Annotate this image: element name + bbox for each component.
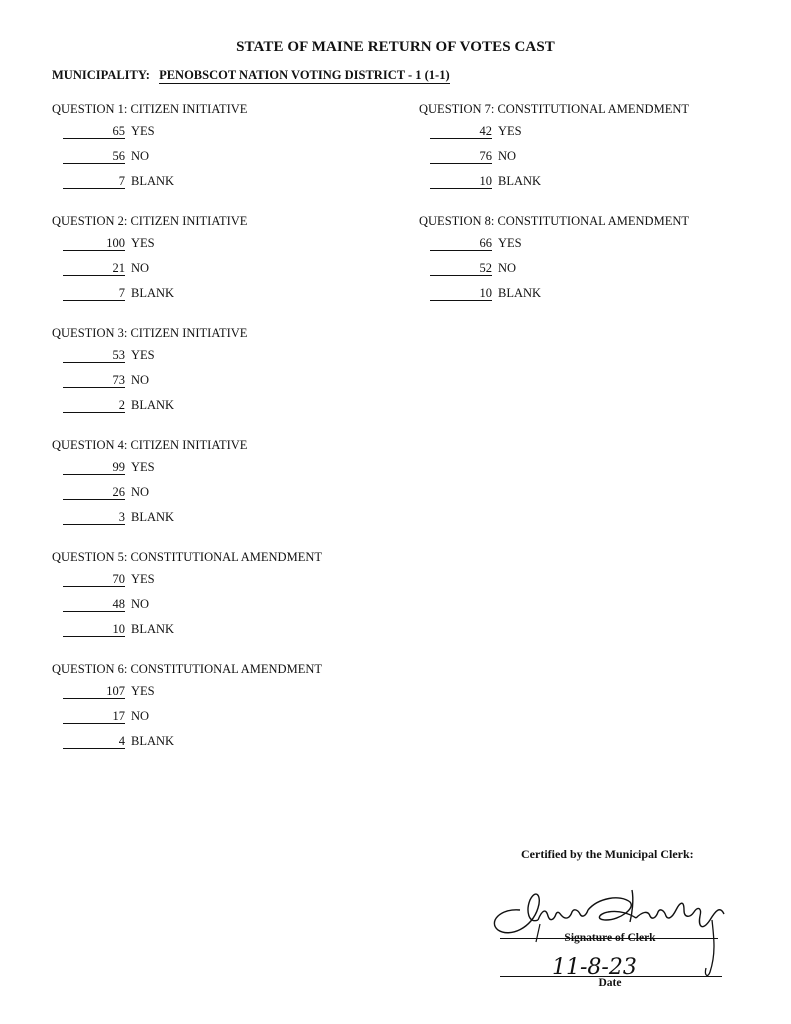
- municipality-line: [52, 68, 450, 83]
- yes-count: 100: [63, 236, 125, 251]
- yes-row: [419, 118, 739, 143]
- signature-label: Signature of Clerk: [564, 932, 656, 944]
- blank-label: BLANK: [131, 510, 175, 524]
- blank-row: [52, 616, 372, 641]
- blank-row: [419, 168, 739, 193]
- date-label: Date: [598, 977, 622, 989]
- yes-row: [52, 118, 372, 143]
- no-label: NO: [131, 373, 150, 387]
- yes-label: YES: [131, 572, 155, 586]
- yes-row: [52, 342, 372, 367]
- yes-label: YES: [498, 236, 522, 250]
- blank-label: BLANK: [131, 174, 175, 188]
- blank-count: 7: [63, 286, 125, 301]
- blank-label: BLANK: [131, 622, 175, 636]
- blank-row: [52, 504, 372, 529]
- no-count: 26: [63, 485, 125, 500]
- yes-row: [52, 678, 372, 703]
- question-title: QUESTION 7: CONSTITUTIONAL AMENDMENT: [419, 102, 690, 116]
- blank-count: 7: [63, 174, 125, 189]
- yes-count: 66: [430, 236, 492, 251]
- blank-label: BLANK: [131, 286, 175, 300]
- yes-label: YES: [131, 236, 155, 250]
- question-5: [52, 548, 372, 641]
- question-6: [52, 660, 372, 753]
- yes-count: 107: [63, 684, 125, 699]
- question-8: [419, 212, 739, 305]
- question-title: QUESTION 5: CONSTITUTIONAL AMENDMENT: [52, 550, 323, 564]
- no-row: [52, 367, 372, 392]
- no-row: [52, 703, 372, 728]
- blank-row: [52, 728, 372, 753]
- no-count: 21: [63, 261, 125, 276]
- no-label: NO: [131, 485, 150, 499]
- no-label: NO: [131, 149, 150, 163]
- no-count: 76: [430, 149, 492, 164]
- no-label: NO: [131, 597, 150, 611]
- yes-count: 70: [63, 572, 125, 587]
- no-label: NO: [131, 261, 150, 275]
- question-title: QUESTION 2: CITIZEN INITIATIVE: [52, 214, 248, 228]
- question-7: [419, 100, 739, 193]
- question-title: QUESTION 1: CITIZEN INITIATIVE: [52, 102, 248, 116]
- question-4: [52, 436, 372, 529]
- question-title: QUESTION 3: CITIZEN INITIATIVE: [52, 326, 248, 340]
- certification-heading: Certified by the Municipal Clerk:: [521, 847, 694, 861]
- blank-count: 10: [430, 286, 492, 301]
- yes-label: YES: [131, 684, 155, 698]
- blank-count: 4: [63, 734, 125, 749]
- no-row: [52, 479, 372, 504]
- signature-block: [480, 880, 740, 1000]
- no-count: 52: [430, 261, 492, 276]
- yes-row: [52, 454, 372, 479]
- document-title: STATE OF MAINE RETURN OF VOTES CAST: [236, 39, 555, 55]
- no-row: [52, 143, 372, 168]
- yes-count: 99: [63, 460, 125, 475]
- svg-text:11-8-23: 11-8-23: [552, 955, 637, 980]
- yes-label: YES: [131, 460, 155, 474]
- municipality-label: MUNICIPALITY:: [52, 68, 150, 82]
- no-row: [52, 255, 372, 280]
- no-label: NO: [131, 709, 150, 723]
- blank-row: [52, 168, 372, 193]
- no-row: [419, 255, 739, 280]
- blank-row: [52, 392, 372, 417]
- blank-label: BLANK: [498, 286, 542, 300]
- question-title: QUESTION 4: CITIZEN INITIATIVE: [52, 438, 248, 452]
- yes-row: [419, 230, 739, 255]
- yes-count: 53: [63, 348, 125, 363]
- blank-count: 2: [63, 398, 125, 413]
- no-count: 73: [63, 373, 125, 388]
- question-title: QUESTION 6: CONSTITUTIONAL AMENDMENT: [52, 662, 323, 676]
- blank-label: BLANK: [131, 398, 175, 412]
- blank-row: [52, 280, 372, 305]
- blank-count: 3: [63, 510, 125, 525]
- question-3: [52, 324, 372, 417]
- no-label: NO: [498, 261, 517, 275]
- blank-count: 10: [430, 174, 492, 189]
- blank-label: BLANK: [131, 734, 175, 748]
- question-1: [52, 100, 372, 193]
- no-count: 48: [63, 597, 125, 612]
- yes-row: [52, 230, 372, 255]
- blank-count: 10: [63, 622, 125, 637]
- yes-count: 65: [63, 124, 125, 139]
- question-title: QUESTION 8: CONSTITUTIONAL AMENDMENT: [419, 214, 690, 228]
- no-row: [419, 143, 739, 168]
- yes-row: [52, 566, 372, 591]
- yes-label: YES: [498, 124, 522, 138]
- no-count: 17: [63, 709, 125, 724]
- no-count: 56: [63, 149, 125, 164]
- yes-label: YES: [131, 124, 155, 138]
- blank-row: [419, 280, 739, 305]
- blank-label: BLANK: [498, 174, 542, 188]
- yes-count: 42: [430, 124, 492, 139]
- question-2: [52, 212, 372, 305]
- no-label: NO: [498, 149, 517, 163]
- yes-label: YES: [131, 348, 155, 362]
- no-row: [52, 591, 372, 616]
- municipality-value: PENOBSCOT NATION VOTING DISTRICT - 1 (1-1): [159, 68, 450, 82]
